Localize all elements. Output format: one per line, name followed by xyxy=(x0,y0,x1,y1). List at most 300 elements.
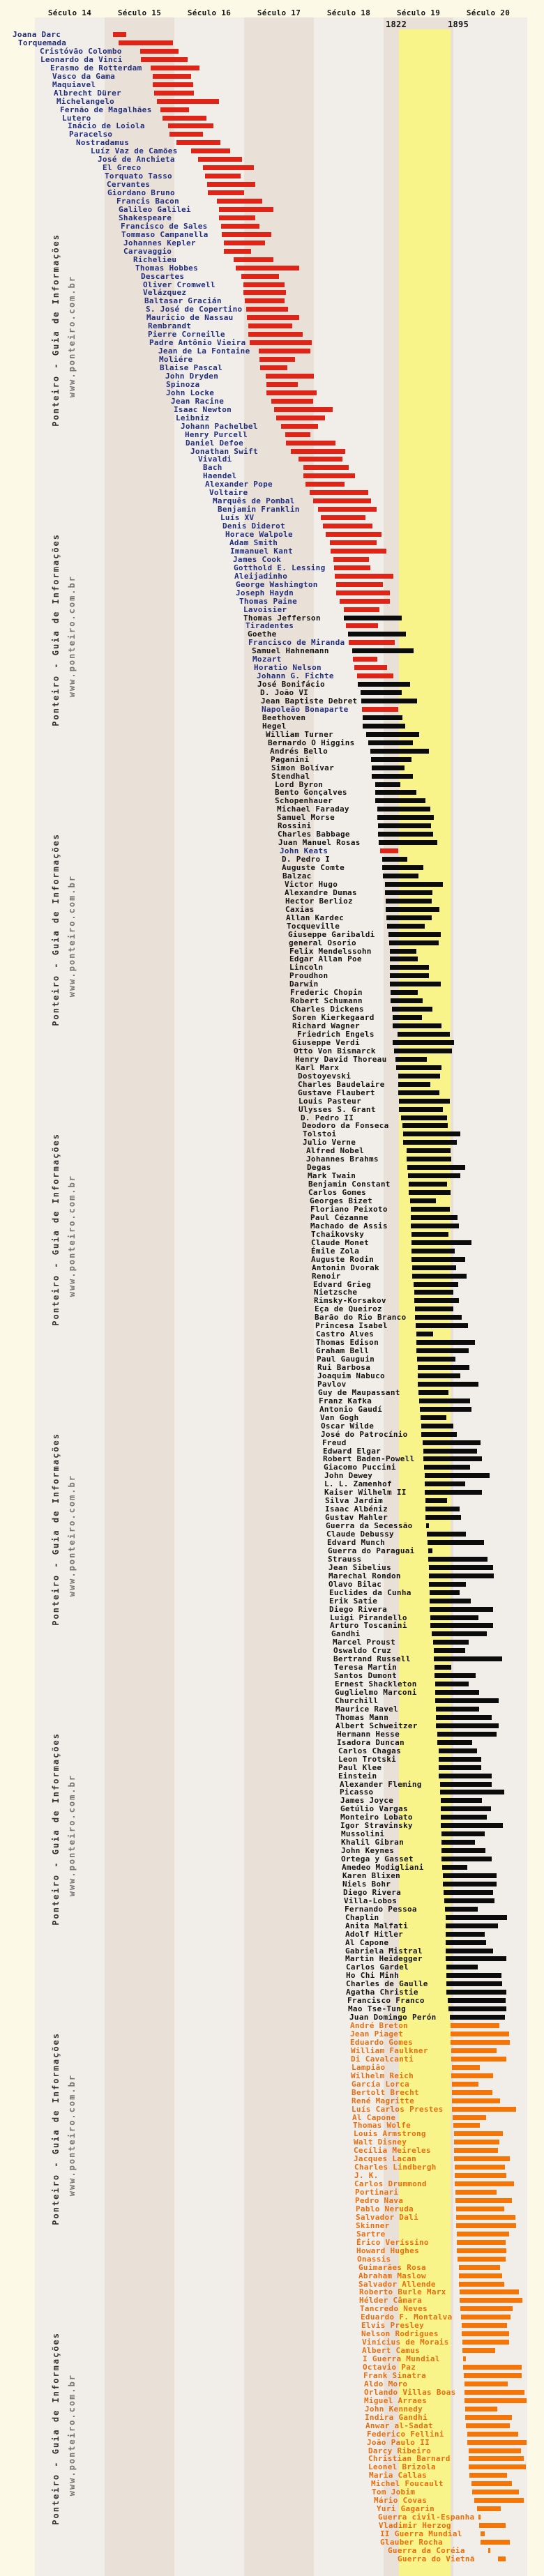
person-name-link[interactable]: John Keats xyxy=(280,846,328,856)
person-name-link[interactable]: Blaise Pascal xyxy=(160,363,222,372)
person-name-link[interactable]: Daniel Defoe xyxy=(186,438,244,448)
person-name-link[interactable]: Churchill xyxy=(335,1696,379,1705)
war-row-label[interactable]: Guerra do Paraguai xyxy=(328,1546,415,1555)
person-name-link[interactable]: Johann G. Fichte xyxy=(257,671,334,681)
person-name-link[interactable]: Michel Foucault xyxy=(371,2479,444,2489)
person-name-link[interactable]: Schopenhauer xyxy=(275,796,333,806)
person-name-link[interactable]: Strauss xyxy=(328,1554,362,1564)
person-name-link[interactable]: Galileo Galilei xyxy=(119,204,191,214)
person-name-link[interactable]: Niels Bohr xyxy=(342,1879,391,1889)
person-name-link[interactable]: Karl Marx xyxy=(296,1062,340,1072)
person-name-link[interactable]: Proudhon xyxy=(289,971,328,981)
person-name-link[interactable]: José Bonifácio xyxy=(257,680,325,689)
person-name-link[interactable]: Juan Manuel Rosas xyxy=(278,838,361,848)
person-name-link[interactable]: Baltasar Gracián xyxy=(144,296,222,306)
person-name-link[interactable]: Torquemada xyxy=(18,38,67,47)
war-row-label[interactable]: Guerra da Secessão xyxy=(326,1521,413,1531)
person-name-link[interactable]: Abraham Maslow xyxy=(358,2271,426,2280)
person-name-link[interactable]: Euclides da Cunha xyxy=(329,1587,411,1597)
person-name-link[interactable]: J. K. xyxy=(354,2171,379,2181)
person-name-link[interactable]: Monteiro Lobato xyxy=(340,1813,413,1822)
person-name-link[interactable]: Freud xyxy=(322,1438,347,1447)
person-name-link[interactable]: Lutero xyxy=(62,113,91,123)
person-name-link[interactable]: James Joyce xyxy=(340,1796,394,1806)
person-name-link[interactable]: Claude Monet xyxy=(311,1237,370,1247)
person-name-link[interactable]: Robert Schumann xyxy=(290,996,363,1006)
person-name-link[interactable]: Denis Diderot xyxy=(222,521,285,531)
person-name-link[interactable]: Ulysses S. Grant xyxy=(299,1104,376,1114)
person-name-link[interactable]: Leonardo da Vinci xyxy=(40,54,123,64)
person-name-link[interactable]: Soren Kierkegaard xyxy=(292,1013,375,1023)
person-name-link[interactable]: Jean de La Fontaine xyxy=(158,346,250,356)
person-name-link[interactable]: Hermann Hesse xyxy=(337,1729,400,1739)
person-name-link[interactable]: João Paulo II xyxy=(367,2437,430,2447)
person-name-link[interactable]: Mussolini xyxy=(341,1829,385,1839)
person-name-link[interactable]: Richelieu xyxy=(133,254,177,264)
person-name-link[interactable]: Amedeo Modigliani xyxy=(342,1863,424,1872)
person-name-link[interactable]: Luís XV xyxy=(220,513,255,523)
person-name-link[interactable]: Elvis Presley xyxy=(361,2321,424,2331)
person-name-link[interactable]: Wilhelm Reich xyxy=(351,2071,414,2080)
person-name-link[interactable]: Teresa Martin xyxy=(334,1663,397,1672)
person-name-link[interactable]: Descartes xyxy=(141,271,185,281)
person-name-link[interactable]: Inácio de Loiola xyxy=(68,121,145,131)
person-name-link[interactable]: Leibniz xyxy=(176,413,210,422)
person-name-link[interactable]: Fernão de Magalhães xyxy=(60,105,152,114)
person-name-link[interactable]: Samuel Hahnemann xyxy=(252,646,329,656)
person-name-link[interactable]: Tom Jobim xyxy=(372,2487,416,2497)
person-name-link[interactable]: Carlos Gardel xyxy=(346,1963,409,1972)
person-name-link[interactable]: Shakespeare xyxy=(119,213,172,222)
person-name-link[interactable]: Alfred Nobel xyxy=(306,1146,365,1156)
person-name-link[interactable]: Kaiser Wilhelm II xyxy=(324,1488,407,1497)
person-name-link[interactable]: Khalil Gibran xyxy=(341,1838,404,1847)
person-name-link[interactable]: Caravaggio xyxy=(123,246,172,256)
person-name-link[interactable]: Thomas Mann xyxy=(335,1712,389,1722)
person-name-link[interactable]: Joana Darc xyxy=(13,30,61,39)
person-name-link[interactable]: Leonel Brizola xyxy=(368,2462,436,2472)
person-name-link[interactable]: Bertrand Russell xyxy=(333,1654,411,1664)
person-name-link[interactable]: Van Gogh xyxy=(320,1412,359,1422)
person-name-link[interactable]: Paul Klee xyxy=(338,1762,382,1772)
person-name-link[interactable]: Al Capone xyxy=(345,1937,389,1947)
person-name-link[interactable]: Barão do Rio Branco xyxy=(315,1313,407,1323)
person-name-link[interactable]: Ernest Shackleton xyxy=(335,1679,417,1689)
person-name-link[interactable]: Thomas Wolfe xyxy=(353,2121,411,2131)
person-name-link[interactable]: Al Capone xyxy=(352,2112,396,2122)
person-name-link[interactable]: Lincoln xyxy=(289,963,324,973)
person-name-link[interactable]: Gustave Flaubert xyxy=(298,1088,375,1097)
person-name-link[interactable]: Aldo Moro xyxy=(364,2379,408,2388)
person-name-link[interactable]: Simon Bolívar xyxy=(271,763,334,772)
person-name-link[interactable]: John Dryden xyxy=(165,371,219,381)
person-name-link[interactable]: Johannes Kepler xyxy=(123,238,196,247)
person-name-link[interactable]: Benjamin Constant xyxy=(308,1180,391,1189)
person-name-link[interactable]: Mário Covas xyxy=(374,2496,428,2506)
person-name-link[interactable]: Guimarães Rosa xyxy=(358,2262,426,2272)
person-name-link[interactable]: Velázquez xyxy=(143,288,187,298)
person-name-link[interactable]: Louis Armstrong xyxy=(354,2129,426,2139)
person-name-link[interactable]: Floriano Peixoto xyxy=(310,1204,388,1214)
war-row-label[interactable]: Guerra do Vietnã xyxy=(398,2554,475,2563)
person-name-link[interactable]: Federico Fellini xyxy=(367,2429,444,2439)
person-name-link[interactable]: Sartre xyxy=(356,2229,386,2239)
person-name-link[interactable]: Thomas Edison xyxy=(316,1338,379,1348)
person-name-link[interactable]: Ho Chi Minh xyxy=(346,1971,400,1981)
person-name-link[interactable]: Mozart xyxy=(252,655,282,664)
person-name-link[interactable]: Miguel Arraes xyxy=(364,2395,427,2405)
person-name-link[interactable]: Torquato Tasso xyxy=(105,172,172,181)
person-name-link[interactable]: John Locke xyxy=(166,388,215,397)
person-name-link[interactable]: Bernardo O Higgins xyxy=(268,738,355,747)
person-name-link[interactable]: Leon Trotski xyxy=(338,1754,397,1764)
person-name-link[interactable]: Joaquim Nabuco xyxy=(317,1371,385,1380)
person-name-link[interactable]: Silva Jardim xyxy=(325,1496,384,1506)
person-name-link[interactable]: Renoir xyxy=(312,1271,341,1281)
person-name-link[interactable]: Arturo Toscanini xyxy=(330,1621,407,1631)
person-name-link[interactable]: Maurice Ravel xyxy=(335,1704,398,1714)
person-name-link[interactable]: Giuseppe Verdi xyxy=(292,1037,360,1047)
person-name-link[interactable]: James Cook xyxy=(233,554,282,564)
person-name-link[interactable]: Vasco da Gama xyxy=(52,71,115,81)
person-name-link[interactable]: Lampião xyxy=(352,2062,386,2072)
person-name-link[interactable]: Rossini xyxy=(278,821,312,831)
person-name-link[interactable]: Giordano Bruno xyxy=(107,188,175,198)
person-name-link[interactable]: Jacques Lacan xyxy=(354,2154,416,2164)
person-name-link[interactable]: Luíz Vaz de Camões xyxy=(91,146,178,156)
person-name-link[interactable]: Maquiavel xyxy=(52,79,96,89)
person-name-link[interactable]: Orlando Villas Boas xyxy=(364,2387,456,2397)
person-name-link[interactable]: Otto Von Bismarck xyxy=(294,1046,376,1055)
person-name-link[interactable]: William Turner xyxy=(266,729,333,739)
person-name-link[interactable]: Gotthold E. Lessing xyxy=(234,563,326,572)
person-name-link[interactable]: Chaplin xyxy=(345,1912,379,1922)
person-name-link[interactable]: Christian Barnard xyxy=(368,2454,451,2464)
person-name-link[interactable]: Salvador Dali xyxy=(356,2212,418,2222)
person-name-link[interactable]: Paul Cézanne xyxy=(310,1212,369,1222)
person-name-link[interactable]: José de Anchieta xyxy=(98,155,175,165)
person-name-link[interactable]: Hegel xyxy=(262,721,287,731)
person-name-link[interactable]: Paul Gauguin xyxy=(317,1355,375,1364)
person-name-link[interactable]: Castro Alves xyxy=(316,1329,375,1339)
person-name-link[interactable]: Franz Kafka xyxy=(319,1396,372,1405)
person-name-link[interactable]: Mauricio de Nassau xyxy=(146,313,234,323)
person-name-link[interactable]: Francisco de Sales xyxy=(121,221,208,231)
person-name-link[interactable]: Rui Barbosa xyxy=(317,1363,371,1372)
person-name-link[interactable]: Tocqueville xyxy=(287,921,340,931)
person-name-link[interactable]: Padre Antônio Vieira xyxy=(149,338,246,348)
person-name-link[interactable]: Benjamin Franklin xyxy=(218,505,300,515)
person-name-link[interactable]: El Greco xyxy=(103,163,142,173)
person-name-link[interactable]: Frederic Chopin xyxy=(290,988,363,998)
person-name-link[interactable]: Horace Walpole xyxy=(225,530,293,539)
person-name-link[interactable]: Thomas Paine xyxy=(239,596,298,606)
person-name-link[interactable]: Charles Babbage xyxy=(278,830,350,839)
person-name-link[interactable]: García Lorca xyxy=(352,2079,410,2089)
person-name-link[interactable]: Maria Callas xyxy=(369,2471,428,2480)
person-name-link[interactable]: Johannes Brahms xyxy=(306,1154,379,1164)
person-name-link[interactable]: Hélder Câmara xyxy=(359,2296,422,2306)
person-name-link[interactable]: Andrés Bello xyxy=(270,746,328,756)
person-name-link[interactable]: Glauber Rocha xyxy=(380,2537,443,2547)
person-name-link[interactable]: Getúlio Vargas xyxy=(340,1804,408,1814)
person-name-link[interactable]: Friedrich Engels xyxy=(297,1030,375,1039)
person-name-link[interactable]: Jean Baptiste Debret xyxy=(261,696,358,706)
person-name-link[interactable]: Yuri Gagarin xyxy=(377,2504,435,2514)
person-name-link[interactable]: Auguste Comte xyxy=(282,863,345,872)
person-name-link[interactable]: Michael Faraday xyxy=(277,805,349,814)
person-name-link[interactable]: D. Pedro II xyxy=(301,1113,354,1122)
person-name-link[interactable]: Anita Malfati xyxy=(345,1921,408,1930)
person-name-link[interactable]: Jean Racine xyxy=(171,396,225,406)
person-name-link[interactable]: Marcel Proust xyxy=(333,1638,395,1647)
person-name-link[interactable]: Juan Domingo Perón xyxy=(349,2013,437,2022)
person-name-link[interactable]: Adam Smith xyxy=(229,538,278,547)
person-name-link[interactable]: Erasmo de Rotterdam xyxy=(50,63,142,73)
person-name-link[interactable]: Isadora Duncan xyxy=(337,1737,405,1747)
person-name-link[interactable]: Erik Satie xyxy=(329,1596,378,1606)
war-row-label[interactable]: I Guerra Mundial xyxy=(363,2354,440,2364)
person-name-link[interactable]: Tchaikovsky xyxy=(311,1229,365,1239)
person-name-link[interactable]: Portinari xyxy=(355,2188,399,2197)
person-name-link[interactable]: Onassis xyxy=(357,2254,391,2264)
person-name-link[interactable]: Gustav Mahler xyxy=(325,1513,388,1523)
person-name-link[interactable]: Giacomo Puccini xyxy=(324,1463,396,1472)
person-name-link[interactable]: Henry David Thoreau xyxy=(295,1054,387,1064)
person-name-link[interactable]: Johann Pachelbel xyxy=(181,421,258,431)
person-name-link[interactable]: Igor Stravinsky xyxy=(340,1821,413,1831)
person-name-link[interactable]: Guy de Maupassant xyxy=(318,1387,400,1397)
person-name-link[interactable]: Richard Wagner xyxy=(292,1021,360,1031)
person-name-link[interactable]: Deodoro da Fonseca xyxy=(302,1121,389,1131)
person-name-link[interactable]: Martin Heidegger xyxy=(345,1954,423,1964)
person-name-link[interactable]: Di Cavalcanti xyxy=(351,2054,414,2064)
person-name-link[interactable]: Pierre Corneille xyxy=(148,330,225,340)
person-name-link[interactable]: Marquês de Pombal xyxy=(213,496,295,506)
person-name-link[interactable]: Carlos Chagas xyxy=(338,1746,401,1755)
war-row-label[interactable]: Guerra da Coréia xyxy=(388,2545,465,2555)
person-name-link[interactable]: Walt Disney xyxy=(354,2137,407,2147)
person-name-link[interactable]: Indira Gandhi xyxy=(365,2412,428,2422)
person-name-link[interactable]: Oswaldo Cruz xyxy=(333,1646,392,1656)
person-name-link[interactable]: Roberto Burle Marx xyxy=(359,2287,446,2297)
person-name-link[interactable]: Francisco Franco xyxy=(347,1996,425,2006)
person-name-link[interactable]: Carlos Drummond xyxy=(354,2179,427,2189)
person-name-link[interactable]: Alexandre Dumas xyxy=(285,887,357,897)
person-name-link[interactable]: Anwar al-Sadat xyxy=(365,2421,433,2430)
person-name-link[interactable]: Pedro Nava xyxy=(355,2196,404,2205)
person-name-link[interactable]: Felix Mendelssohn xyxy=(289,946,372,956)
person-name-link[interactable]: Bach xyxy=(203,463,222,473)
person-name-link[interactable]: Hector Berlioz xyxy=(285,896,353,906)
person-name-link[interactable]: Guglielmo Marconi xyxy=(335,1688,417,1698)
person-name-link[interactable]: George Washington xyxy=(236,579,318,589)
person-name-link[interactable]: Diego Rivera xyxy=(343,1887,402,1897)
person-name-link[interactable]: Thomas Jefferson xyxy=(243,613,321,623)
war-row-label[interactable]: Guerra civil-Espanha xyxy=(378,2513,475,2522)
person-name-link[interactable]: John Kennedy xyxy=(365,2404,423,2414)
person-name-link[interactable]: Alexander Fleming xyxy=(340,1779,422,1789)
person-name-link[interactable]: Luís Carlos Prestes xyxy=(352,2104,444,2114)
person-name-link[interactable]: Rembrandt xyxy=(148,321,192,331)
person-name-link[interactable]: Edgar Allan Poe xyxy=(289,954,362,964)
person-name-link[interactable]: Karen Blixen xyxy=(342,1870,401,1880)
person-name-link[interactable]: Haendel xyxy=(203,471,237,481)
person-name-link[interactable]: Graham Bell xyxy=(316,1346,370,1356)
person-name-link[interactable]: Albrecht Dürer xyxy=(54,88,121,98)
war-row-label[interactable]: II Guerra Mundial xyxy=(380,2529,462,2538)
person-name-link[interactable]: Bertolt Brecht xyxy=(352,2087,419,2097)
person-name-link[interactable]: Michelangelo xyxy=(56,96,115,106)
person-name-link[interactable]: Goethe xyxy=(248,630,277,639)
person-name-link[interactable]: Diego Rivera xyxy=(329,1604,388,1614)
person-name-link[interactable]: Cervantes xyxy=(107,180,151,190)
person-name-link[interactable]: Frank Sinatra xyxy=(363,2370,426,2380)
person-name-link[interactable]: Joseph Haydn xyxy=(236,588,294,597)
person-name-link[interactable]: Gandhi xyxy=(331,1629,361,1639)
person-name-link[interactable]: Claude Debussy xyxy=(326,1530,394,1539)
person-name-link[interactable]: José do Patrocínio xyxy=(321,1429,408,1439)
person-name-link[interactable]: Edward Elgar xyxy=(323,1446,381,1456)
person-name-link[interactable]: Francis Bacon xyxy=(116,197,179,206)
person-name-link[interactable]: Nietzsche xyxy=(314,1288,358,1297)
person-name-link[interactable]: Lord Byron xyxy=(275,779,324,789)
person-name-link[interactable]: Olavo Bilac xyxy=(328,1579,382,1589)
person-name-link[interactable]: Robert Baden-Powell xyxy=(323,1454,415,1464)
person-name-link[interactable]: Aleijadinho xyxy=(234,571,288,581)
person-name-link[interactable]: Adolf Hitler xyxy=(345,1929,404,1939)
person-name-link[interactable]: Cecília Meireles xyxy=(354,2146,431,2156)
person-name-link[interactable]: Spinoza xyxy=(166,379,200,389)
person-name-link[interactable]: Machado de Assis xyxy=(310,1221,388,1230)
person-name-link[interactable]: Auguste Rodin xyxy=(311,1254,374,1264)
person-name-link[interactable]: Villa-Lobos xyxy=(344,1896,398,1905)
person-name-link[interactable]: Nelson Rodrigues xyxy=(361,2329,439,2339)
person-name-link[interactable]: Bento Gonçalves xyxy=(275,788,347,798)
person-name-link[interactable]: Alexander Pope xyxy=(205,480,273,489)
person-name-link[interactable]: Pablo Neruda xyxy=(356,2204,414,2213)
person-name-link[interactable]: Darcy Ribeiro xyxy=(368,2446,431,2455)
person-name-link[interactable]: Howard Hughes xyxy=(356,2246,419,2255)
person-name-link[interactable]: Vladimir Herzog xyxy=(379,2521,451,2531)
person-name-link[interactable]: L. L. Zamenhof xyxy=(324,1479,392,1489)
person-name-link[interactable]: Julio Verne xyxy=(303,1138,356,1148)
person-name-link[interactable]: Caxias xyxy=(285,904,315,914)
person-name-link[interactable]: Beethoven xyxy=(262,712,306,722)
person-name-link[interactable]: Marechal Rondon xyxy=(328,1571,401,1580)
person-name-link[interactable]: Émile Zola xyxy=(311,1246,360,1256)
person-name-link[interactable]: Mao Tse-Tung xyxy=(348,2004,407,2014)
person-name-link[interactable]: Edvard Grieg xyxy=(313,1279,372,1289)
person-name-link[interactable]: Stendhal xyxy=(271,771,310,781)
person-name-link[interactable]: Skinner xyxy=(356,2220,390,2230)
person-name-link[interactable]: Balzac xyxy=(282,871,312,881)
person-name-link[interactable]: Dostoyevski xyxy=(298,1071,352,1081)
person-name-link[interactable]: Eça de Queiroz xyxy=(315,1304,382,1314)
person-name-link[interactable]: Charles de Gaulle xyxy=(346,1979,428,1989)
person-name-link[interactable]: Mark Twain xyxy=(308,1171,356,1181)
person-name-link[interactable]: Cristóvão Colombo xyxy=(40,46,122,56)
person-name-link[interactable]: Georges Bizet xyxy=(310,1196,372,1205)
person-name-link[interactable]: Pavlov xyxy=(317,1379,347,1389)
person-name-link[interactable]: Edvard Munch xyxy=(327,1537,386,1547)
person-name-link[interactable]: S. José de Copertino xyxy=(146,305,243,314)
person-name-link[interactable]: Allan Kardec xyxy=(286,913,345,922)
person-name-link[interactable]: Paganini xyxy=(271,754,310,764)
person-name-link[interactable]: Gabriela Mistral xyxy=(345,1946,423,1956)
person-name-link[interactable]: Francisco de Miranda xyxy=(248,638,345,648)
person-name-link[interactable]: Darwin xyxy=(289,980,319,989)
person-name-link[interactable]: Charles Lindbergh xyxy=(354,2163,437,2172)
person-name-link[interactable]: John Dewey xyxy=(324,1471,373,1481)
person-name-link[interactable]: Tiradentes xyxy=(245,621,294,631)
person-name-link[interactable]: Einstein xyxy=(338,1771,377,1781)
person-name-link[interactable]: Albert Schweitzer xyxy=(335,1721,418,1730)
person-name-link[interactable]: Octavio Paz xyxy=(363,2363,416,2372)
person-name-link[interactable]: Ortega y Gasset xyxy=(341,1854,414,1864)
person-name-link[interactable]: Paracelso xyxy=(69,130,113,139)
person-name-link[interactable]: Isaac Albéniz xyxy=(325,1504,388,1514)
person-name-link[interactable]: Albert Camus xyxy=(362,2346,421,2356)
person-name-link[interactable]: Charles Baudelaire xyxy=(298,1079,385,1089)
person-name-link[interactable]: Giuseppe Garibaldi xyxy=(288,929,375,939)
person-name-link[interactable]: Fernando Pessoa xyxy=(345,1904,417,1914)
person-name-link[interactable]: Louis Pasteur xyxy=(299,1096,361,1106)
person-name-link[interactable]: Eduardo Gomes xyxy=(350,2037,413,2047)
person-name-link[interactable]: René Magritte xyxy=(352,2096,414,2105)
person-name-link[interactable]: Nostradamus xyxy=(76,138,130,148)
person-name-link[interactable]: Oscar Wilde xyxy=(321,1421,375,1431)
person-name-link[interactable]: Moliére xyxy=(159,355,193,365)
person-name-link[interactable]: Jonathan Swift xyxy=(190,446,258,456)
person-name-link[interactable]: Jean Sibelius xyxy=(328,1562,391,1572)
person-name-link[interactable]: Voltaire xyxy=(209,488,248,498)
person-name-link[interactable]: D. João VI xyxy=(260,688,309,698)
person-name-link[interactable]: Carlos Gomes xyxy=(308,1188,367,1198)
person-name-link[interactable]: Oliver Cromwell xyxy=(143,280,216,289)
person-name-link[interactable]: Tolstoi xyxy=(303,1129,337,1139)
person-name-link[interactable]: Napoleão Bonaparte xyxy=(262,704,349,714)
person-name-link[interactable]: William Faulkner xyxy=(351,2045,428,2055)
person-name-link[interactable]: Horatio Nelson xyxy=(254,663,322,673)
person-name-link[interactable]: Picasso xyxy=(340,1788,374,1797)
person-name-link[interactable]: Isaac Newton xyxy=(174,404,232,414)
person-name-link[interactable]: general Osorio xyxy=(289,938,356,947)
person-name-link[interactable]: Tancredo Neves xyxy=(360,2304,428,2314)
person-name-link[interactable]: Henry Purcell xyxy=(185,429,248,439)
person-name-link[interactable]: Antonin Dvorak xyxy=(312,1263,379,1272)
person-name-link[interactable]: Rimsky-Korsakov xyxy=(314,1296,386,1306)
person-name-link[interactable]: Vinícius de Morais xyxy=(362,2338,449,2347)
person-name-link[interactable]: Samuel Morse xyxy=(277,813,335,823)
person-name-link[interactable]: Degas xyxy=(307,1163,331,1173)
person-name-link[interactable]: Jean Piaget xyxy=(350,2029,404,2038)
person-name-link[interactable]: Eduardo F. Montalva xyxy=(361,2312,453,2322)
person-name-link[interactable]: Érico Veríssino xyxy=(356,2237,429,2247)
person-name-link[interactable]: Lavoisier xyxy=(243,604,287,614)
person-name-link[interactable]: Luigi Pirandello xyxy=(330,1613,407,1622)
person-name-link[interactable]: André Breton xyxy=(350,2021,409,2031)
person-name-link[interactable]: Princesa Isabel xyxy=(315,1321,388,1331)
person-name-link[interactable]: Vivaldi xyxy=(198,455,232,464)
person-name-link[interactable]: D. Pedro I xyxy=(282,855,331,864)
person-name-link[interactable]: Immanuel Kant xyxy=(230,546,293,556)
person-name-link[interactable]: Victor Hugo xyxy=(285,879,338,889)
person-name-link[interactable]: Charles Dickens xyxy=(292,1005,364,1014)
person-name-link[interactable]: Santos Dumont xyxy=(334,1671,397,1681)
person-name-link[interactable]: Tommaso Campanella xyxy=(121,229,209,239)
person-name-link[interactable]: Agatha Christie xyxy=(346,1988,418,1997)
